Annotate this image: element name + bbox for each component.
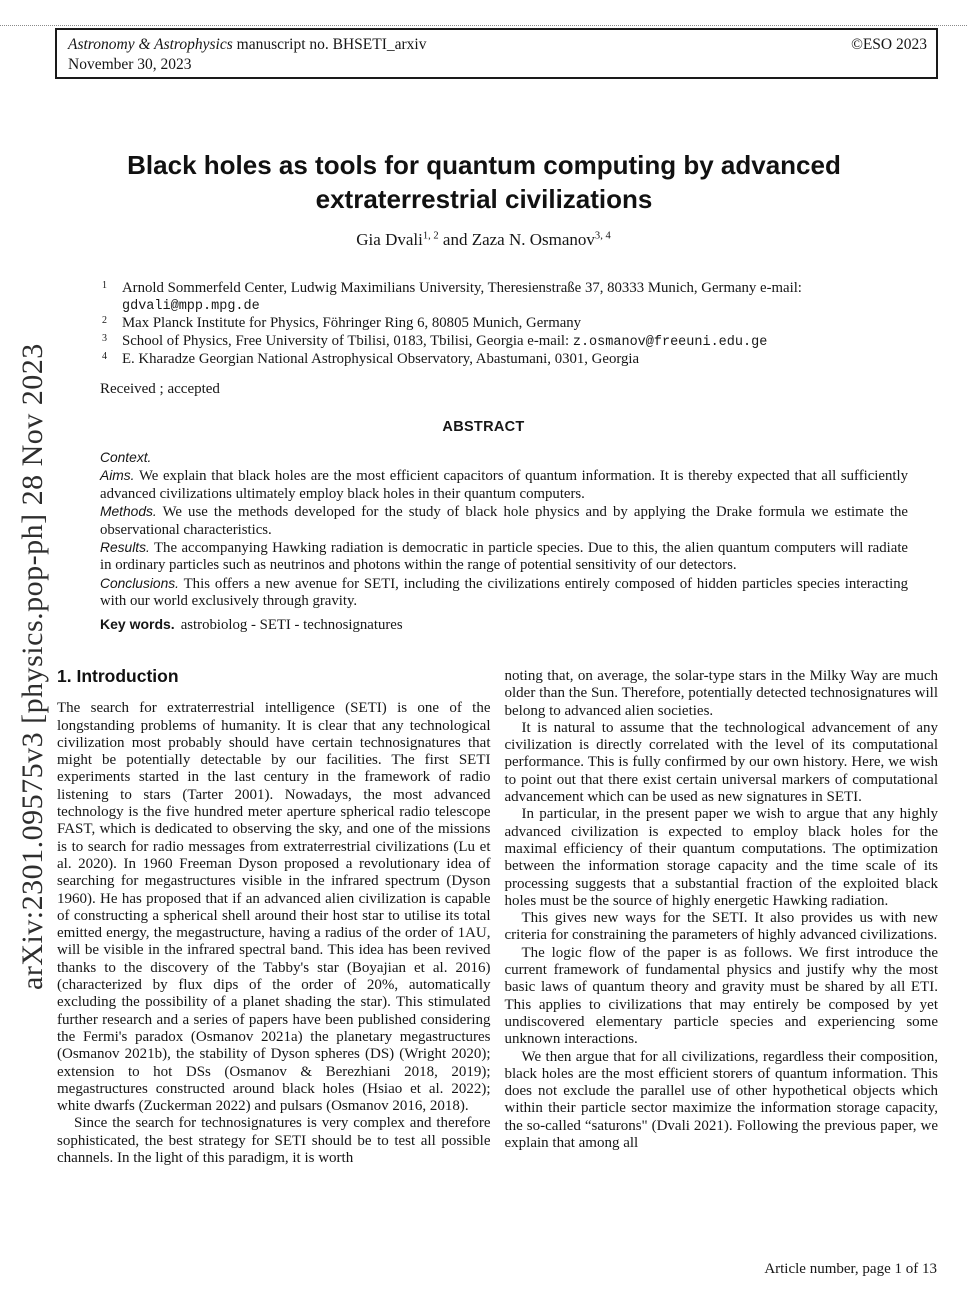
body-columns [57,668,938,1167]
paragraph: In particular, in the present paper we wish to argue that any highly advanced civilization is expected to employ black holes for the maximal efficiency of their quantum computations. The optimization between the information storage capacity and the time scale of its processing suggests that a substantial fraction of the exploited black holes must be the source of highly energetic Hawking radiation. [504,806,938,909]
abstract-text: We explain that black holes are the most efficient capacitors of quantum information. It is thereby expected that all sufficiently advanced civilizations ultimately employ black holes in their quantum computers. [100,468,909,502]
affiliation-item [100,315,912,333]
email-address: z.osmanov@freeuni.edu.ge [572,334,768,350]
left-column [57,668,491,1167]
abstract-label: Conclusions. [100,575,179,591]
paper-title: Black holes as tools for quantum computing by advanced extraterrestrial civilizations [127,150,841,214]
abstract-aims [100,467,908,503]
affiliation-number: 1 [102,280,107,291]
arxiv-watermark: arXiv:2301.09575v3 [physics.pop-ph] 28 Nov 2023 [16,343,49,991]
article-number: Article number, page 1 of 13 [764,1261,937,1277]
header-date: November 30, 2023 [68,56,192,73]
paragraph: We then argue that for all civilizations, regardless their composition, black holes are the most efficient storers of quantum information. This does not exclude the parallel use of other hypothetical objects which within their particle sector maximize the information storage capacity, the so-called “saturons" (Dvali 2021). Following the previous paper, we explain that among all [504,1048,938,1152]
authors-joiner: and [438,230,472,249]
section-1-heading: 1. Introduction [57,666,179,686]
abstract-text: This offers a new avenue for SETI, including the civilizations entirely composed of hidden particles species interacting with our world exclusively through gravity. [100,575,908,610]
affiliation-text: School of Physics, Free University of Tbilisi, 0183, Tbilisi, Georgia e-mail: [122,332,573,349]
author-2-superscript: 3, 4 [594,230,611,242]
copyright-notice: ©ESO 2023 [851,36,927,53]
top-dotted-rule [0,25,967,26]
abstract-conclusions [100,575,908,611]
abstract-context [100,449,908,467]
keywords-line [100,616,908,634]
affiliation-text: Arnold Sommerfeld Center, Ludwig Maximilians University, Theresienstraße 37, 80333 Munich, Germany e-mail: [122,280,802,296]
abstract-methods [100,503,908,539]
author-name-1: Gia Dvali [356,230,423,249]
header-line-1 [68,35,926,55]
affiliation-number: 4 [102,351,107,362]
affiliation-text: E. Kharadze Georgian National Astrophysical Observatory, Abastumani, 0301, Georgia [122,351,640,367]
abstract-text: We use the methods developed for the study of black hole physics and by applying the Drake formula we estimate the observational characteristics. [100,504,908,538]
right-column [505,668,939,1167]
author-name-2: Zaza N. Osmanov [471,230,595,249]
paragraph: It is natural to assume that the technological advancement of any civilization is directly correlated with the level of its computational performance. This is fully confirmed by our own history. Here, we wish to point out that there exist certain universal markers of computational advancement which can be used as new signatures in SETI. [504,719,938,806]
paragraph: The logic flow of the paper is as follows. We first introduce the current framework of fundamental physics and justify why the most basic laws of quantum theory and gravity must be shared by all ETI. This applies to civilizations that may entirely be composed by yet undiscovered elementary particle species and experiencing some unknown interactions. [504,944,938,1048]
journal-name: Astronomy & Astrophysics [68,36,233,53]
author-1-superscript: 1, 2 [422,230,439,242]
abstract-label: Results. [100,540,150,556]
affiliation-list [100,280,912,369]
affiliation-item [100,280,912,315]
paragraph: noting that, on average, the solar-type stars in the Milky Way are much older than the Sun. Therefore, potentially detected technosignatures will belong to advanced alien societies. [504,668,938,719]
header-box [55,28,938,79]
received-accepted-line: Received ; accepted [100,381,220,397]
affiliation-number: 2 [102,315,107,326]
affiliation-text: Max Planck Institute for Physics, Föhringer Ring 6, 80805 Munich, Germany [122,315,582,331]
abstract-results [100,539,908,575]
manuscript-number: manuscript no. BHSETI_arxiv [232,36,427,53]
paragraph: The search for extraterrestrial intelligence (SETI) is one of the longstanding problems of humanity. It is clear that any technological civilization most probably should have certain technosignatures that might be potentially detectable by our facilities. The first SETI experiments started in the last century in the framework of radio listening to stars (Tarter 2001). Nowadays, the most advanced technology is the five hundred meter aperture spherical radio telescope FAST, which is dedicated to observing the sky, and one of the missions is to search for radio messages from extraterrestrial civilizations (Lu et al. 2020). In 1960 Freeman Dyson proposed a revolutionary idea of searching for megastructures visible in the infrared spectrum (Dyson 1960). He has proposed that if an advanced alien civilization is capable of constructing a spherical shell around their host star to utilise its total emitted energy, the megastructure, having a radius of the order of 1AU, will be visible in the infrared spectral band. This idea has been revived thanks to the discovery of the Tabby's star (Boyajian et al. 2016) (characterized by flux dips of the order of 20%, automatically excluding the possibility of a planet shading the star). This stimulated further research and a series of papers have been published considering the Fermi's paradox (Osmanov 2021a) the planetary megastructures (Osmanov 2021b), the stability of Dyson spheres (DS) (Wright 2020); extension to hot DSs (Osmanov & Berezhiani 2018, 2019); megastructures constructed around black holes (Hsiao et al. 2022); white dwarfs (Zuckerman 2022) and pulsars (Osmanov 2016, 2018). [57,700,491,1115]
abstract-body [100,449,908,611]
abstract-label: Context. [100,450,152,465]
affiliation-number: 3 [102,332,107,344]
email-address: gdvali@mpp.mpg.de [122,298,260,314]
affiliation-item [100,333,912,352]
abstract-label: Methods. [100,504,157,520]
paragraph: Since the search for technosignatures is very complex and therefore sophisticated, the best strategy for SETI should be to test all possible channels. In the light of this paradigm, it is worth [57,1115,491,1167]
abstract-label: Aims. [100,468,135,484]
paragraph: This gives new ways for the SETI. It also provides us with new criteria for constraining the parameters of highly advanced civilizations. [504,910,938,944]
abstract-text: The accompanying Hawking radiation is democratic in particle species. Due to this, the alien quantum computers will radiate in ordinary particles such as neutrinos and photons within the range of potential sensitivity of our detectors. [100,540,909,574]
authors-line [0,230,967,250]
affiliation-item [100,351,912,369]
keywords-label: Key words. [100,616,175,632]
keywords-text: astrobiolog - SETI - technosignatures [180,617,403,633]
abstract-heading: ABSTRACT [442,419,525,435]
